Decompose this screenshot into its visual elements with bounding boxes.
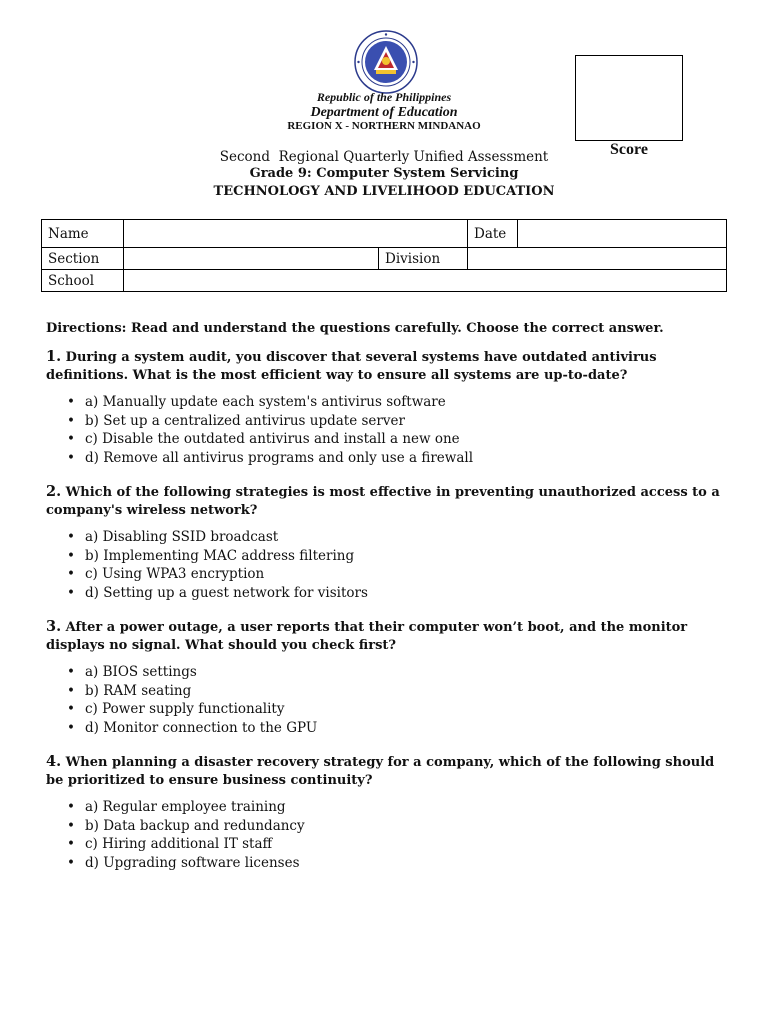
bullet-icon: •: [67, 547, 75, 564]
date-field[interactable]: [518, 220, 727, 248]
department-label: Department of Education: [310, 105, 458, 120]
bullet-icon: •: [67, 412, 75, 429]
option-text: b) Data backup and redundancy: [85, 817, 305, 834]
question-3-options: [46, 663, 721, 737]
option-item[interactable]: [67, 430, 742, 449]
question-text: Which of the following strategies is most effective in preventing unauthorized access to a company's wireless network?: [46, 485, 720, 518]
option-text: c) Using WPA3 encryption: [85, 566, 265, 582]
option-text: d) Remove all antivirus programs and only use a firewall: [85, 449, 474, 466]
bullet-icon: •: [67, 529, 75, 545]
section-field[interactable]: [124, 248, 379, 270]
option-item[interactable]: [67, 682, 742, 701]
score-box[interactable]: [575, 55, 683, 141]
deped-seal-icon: [354, 30, 418, 94]
subject-title: TECHNOLOGY AND LIVELIHOOD EDUCATION: [213, 184, 555, 199]
question-2-options: [46, 528, 721, 602]
republic-label: Republic of the Philippines: [316, 90, 452, 104]
bullet-icon: •: [67, 682, 75, 699]
question-1: [46, 348, 721, 385]
option-item[interactable]: [67, 817, 742, 836]
question-number: 3.: [46, 618, 62, 635]
question-2: [46, 483, 721, 520]
option-text: b) Set up a centralized antivirus update server: [85, 412, 405, 429]
score-label: Score: [610, 141, 648, 158]
bullet-icon: •: [67, 701, 75, 717]
option-item[interactable]: [67, 584, 742, 603]
bullet-icon: •: [67, 394, 75, 410]
question-text: During a system audit, you discover that several systems have outdated antivirus definitions. What is the most efficient way to ensure all systems are up-to-date?: [46, 350, 657, 383]
question-4: [46, 753, 721, 790]
school-field[interactable]: [124, 270, 727, 292]
option-item[interactable]: [67, 798, 742, 817]
region-label: REGION X - NORTHERN MINDANAO: [287, 120, 481, 132]
option-item[interactable]: [67, 547, 742, 566]
option-item[interactable]: [67, 449, 742, 468]
option-text: c) Hiring additional IT staff: [85, 836, 273, 852]
question-number: 4.: [46, 753, 62, 770]
division-field[interactable]: [468, 248, 727, 270]
option-text: d) Setting up a guest network for visitors: [85, 584, 368, 601]
option-text: b) RAM seating: [85, 682, 192, 699]
option-item[interactable]: [67, 663, 742, 682]
bullet-icon: •: [67, 799, 75, 815]
question-number: 1.: [46, 348, 62, 365]
option-item[interactable]: [67, 719, 742, 738]
option-item[interactable]: [67, 835, 742, 854]
option-text: b) Implementing MAC address filtering: [85, 547, 355, 564]
bullet-icon: •: [67, 584, 75, 601]
option-text: c) Power supply functionality: [85, 701, 285, 717]
bullet-icon: •: [67, 854, 75, 871]
question-3: [46, 618, 721, 655]
option-text: d) Upgrading software licenses: [85, 854, 300, 871]
option-item[interactable]: [67, 854, 742, 873]
option-item[interactable]: [67, 700, 742, 719]
option-item[interactable]: [67, 565, 742, 584]
bullet-icon: •: [67, 449, 75, 466]
grade-title: Grade 9: Computer System Servicing: [249, 166, 519, 181]
exam-content: [46, 320, 721, 888]
question-text: After a power outage, a user reports that their computer won’t boot, and the monitor displays no signal. What should you check first?: [46, 620, 688, 653]
section-label: Section: [42, 248, 124, 270]
option-item[interactable]: [67, 412, 742, 431]
bullet-icon: •: [67, 836, 75, 852]
question-text: When planning a disaster recovery strategy for a company, which of the following should be prioritized to ensure business continuity?: [46, 755, 715, 788]
option-text: a) BIOS settings: [85, 664, 197, 680]
school-label: School: [42, 270, 124, 292]
bullet-icon: •: [67, 566, 75, 582]
student-info-table: [41, 219, 727, 292]
name-label: Name: [42, 220, 124, 248]
name-field[interactable]: [124, 220, 468, 248]
directions-text: Directions: Read and understand the questions carefully. Choose the correct answer.: [46, 321, 664, 336]
option-text: c) Disable the outdated antivirus and install a new one: [85, 431, 460, 447]
question-number: 2.: [46, 483, 62, 500]
division-label: Division: [379, 248, 468, 270]
bullet-icon: •: [67, 664, 75, 680]
option-text: a) Manually update each system's antivirus software: [85, 394, 446, 410]
bullet-icon: •: [67, 719, 75, 736]
bullet-icon: •: [67, 817, 75, 834]
option-text: d) Monitor connection to the GPU: [85, 719, 318, 736]
option-text: a) Regular employee training: [85, 799, 286, 815]
assessment-title: Second Regional Quarterly Unified Assessment: [219, 149, 549, 165]
date-label: Date: [468, 220, 518, 248]
option-item[interactable]: [67, 528, 742, 547]
bullet-icon: •: [67, 431, 75, 447]
question-4-options: [46, 798, 721, 872]
option-text: a) Disabling SSID broadcast: [85, 529, 279, 545]
question-1-options: [46, 393, 721, 467]
option-item[interactable]: [67, 393, 742, 412]
